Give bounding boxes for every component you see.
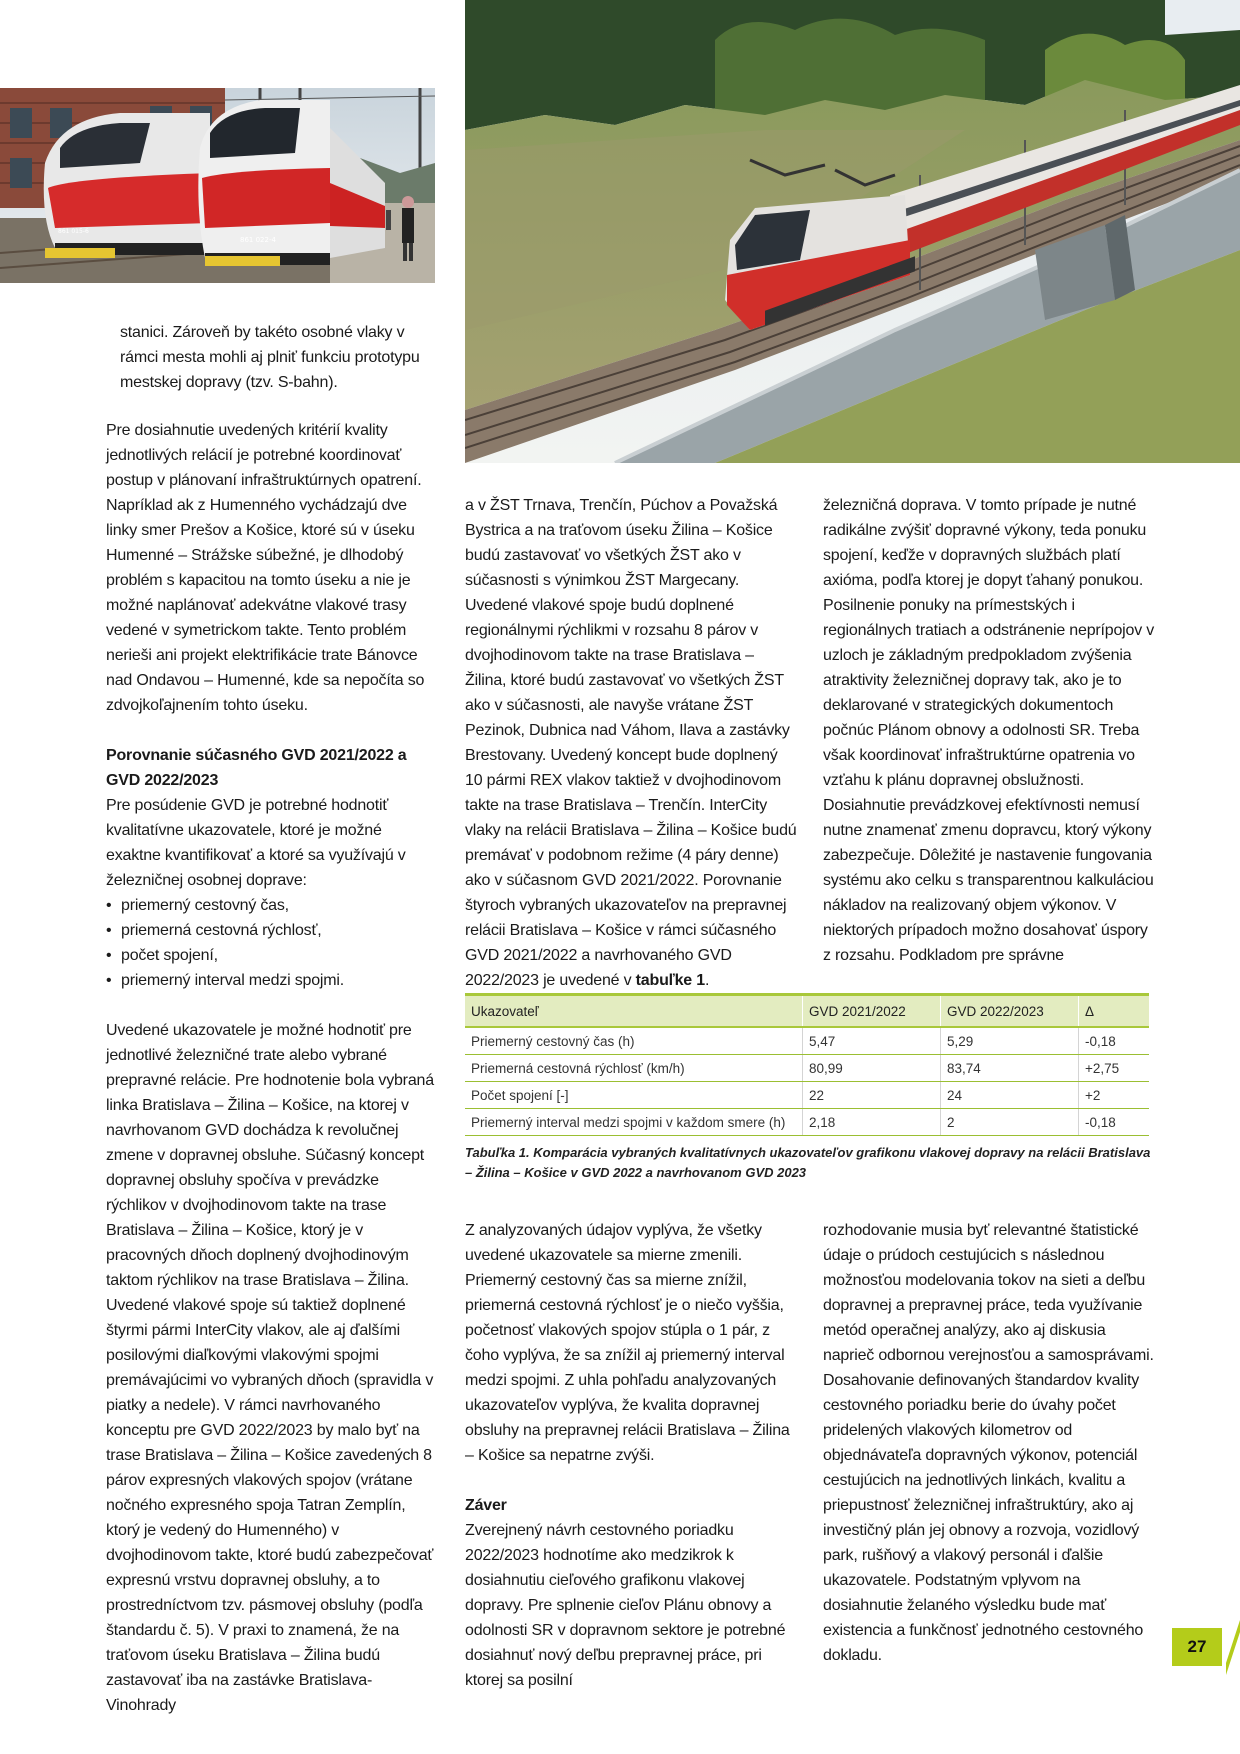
photo-station-trains: [0, 88, 435, 283]
table-cell: 5,47: [803, 1027, 941, 1055]
col2-upper: [465, 493, 798, 993]
col3-lower: [823, 1218, 1156, 1668]
photo-locomotive-train: [465, 0, 1240, 463]
page-number: 27: [1172, 1628, 1222, 1666]
col2-paragraph-1: [465, 493, 798, 993]
col3-paragraph-2: rozhodovanie musia byť relevantné štatistické údaje o prúdoch cestujúcich s následnou možnosťou modelovania tokov na sieti a deľbu dopravnej a prepravnej práce, teda využívanie metód operačnej analýzy, ako aj diskusia naprieč odbornou verejnosťou a samosprávami. Dosahovanie definovaných štandardov kvality cestovného poriadku berie do úvahy počet pridelených vlakových kilometrov od objednávateľa dopravných výkonov, potenciál cestujúcich na jednotlivých linkách, kvalitu a priepustnosť železničnej infraštruktúry, ako aj investičný plán jej obnovy a rozvoja, vozidlový park, rušňový a vlakový personál i ďalšie ukazovatele. Podstatným vplyvom na dosiahnutie želaného výsledku bude mať existencia a funkčnosť jednotného cestovného dokladu.: [823, 1222, 1154, 1664]
table-cell: 24: [941, 1082, 1079, 1109]
header-delta: Δ: [1079, 995, 1150, 1028]
table-cell: +2,75: [1079, 1055, 1150, 1082]
list-item: • priemerná cestovná rýchlosť,: [106, 918, 438, 943]
col2-paragraph-2: Z analyzovaných údajov vyplýva, že všetky uvedené ukazovatele sa mierne zmenili. Priemerný cestovný čas sa mierne znížil, priemerná cestovná rýchlosť je o niečo vyššia, početnosť vlakových spojov stúpla o 1 pár, z čoho vyplýva, že sa znížil aj priemerný interval medzi spojmi. Z uhla pohľadu analyzovaných ukazovateľov vyplýva, že kvalita dopravnej obsluhy na prepravnej relácii Bratislava – Žilina – Košice sa nepatrne zvýši.: [465, 1222, 790, 1464]
header-indicator: Ukazovateľ: [465, 995, 803, 1028]
header-gvd-2022: GVD 2022/2023: [941, 995, 1079, 1028]
table-cell: -0,18: [1079, 1027, 1150, 1055]
section-heading-comparison: Porovnanie súčasného GVD 2021/2022 a GVD 2022/2023: [106, 747, 407, 789]
table-cell: +2: [1079, 1082, 1150, 1109]
train2-number: 861 022-4: [240, 236, 276, 244]
col1-paragraph-2: Pre dosiahnutie uvedených kritérií kvality jednotlivých relácií je potrebné koordinovať postup v plánovaní infraštruktúrnych opatrení. Napríklad ak z Humenného vychádzajú dve linky smer Prešov a Košice, ktoré sú v úseku Humenné – Strážske súbežné, je dlhodobý problém s kapacitou na tomto úseku a nie je možné naplánovať adekvátne vlakové trasy vedené v symetrickom takte. Tento problém nerieši ani projekt elektrifikácie trate Bánovce nad Ondavou – Humenné, kde sa nepočíta so zdvojkoľajnením tohto úseku.: [106, 422, 425, 714]
table-reference: tabuľke 1: [635, 972, 705, 989]
table-cell: 2: [941, 1109, 1079, 1136]
col3-paragraph-1: železničná doprava. V tomto prípade je nutné radikálne zvýšiť dopravné výkony, teda ponuku spojení, keďže v dopravných službách platí axióma, podľa ktorej je dopyt ťahaný ponukou. Posilnenie ponuky na prímestských i regionálnych tratiach a odstránenie neprípojov v uzloch je základným predpokladom zvýšenia atraktivity železničnej dopravy tak, ako je to deklarované v strategických dokumentoch počnúc Plánom obnovy a odolnosti SR. Treba však koordinovať infraštruktúrne opatrenia vo vzťahu k plánu dopravnej obslužnosti. Dosiahnutie prevádzkovej efektívnosti nemusí nutne znamenať zmenu dopravcu, ktorý výkony zabezpečuje. Dôležité je nastavenie fungovania systému ako celku s transparentnou kalkuláciou nákladov na realizovaný objem výkonov. V niektorých prípadoch možno dosahovať úspory z rozsahu. Podkladom pre správne: [823, 497, 1155, 964]
table-cell: Priemerná cestovná rýchlosť (km/h): [465, 1055, 803, 1082]
table-header-row: [465, 995, 1149, 1028]
col1-paragraph-4: Uvedené ukazovatele je možné hodnotiť pre jednotlivé železničné trate alebo vybrané prepravné relácie. Pre hodnotenie bola vybraná linka Bratislava – Žilina – Košice, na ktorej v navrhovanom GVD dochádza k revolučnej zmene v dopravnej obsluhe. Súčasný koncept dopravnej obsluhy spočíva v prevádzke rýchlikov v dvojhodinovom takte na trase Bratislava – Žilina – Košice, ktorý je v pracovných dňoch doplnený dvojhodinovým taktom rýchlikov na trase Bratislava – Žilina. Uvedené vlakové spoje sú taktiež doplnené štyrmi pármi InterCity vlakov, ale aj ďalšími posilovými diaľkovými vlakovými spojmi premávajúcimi vo vybraných dňoch (spravidla v piatky a nedele). V rámci navrhovaného konceptu pre GVD 2022/2023 by malo byť na trase Bratislava – Žilina – Košice zavedených 8 párov expresných vlakových spojov (vrátane nočného expresného spoja Tatran Zemplín, ktorý je vedený do Humenného) v dvojhodinovom takte, ktoré budú zabezpečovať expresnú vrstvu dopravnej obsluhy, a to prostredníctvom tzv. pásmovej obsluhy (podľa štandardu č. 5). V praxi to znamená, že na traťovom úseku Bratislava – Žilina budú zastavovať iba na zastávke Bratislava-Vinohrady: [106, 1022, 434, 1714]
indicator-list: [106, 893, 438, 993]
section-heading-conclusion: Záver: [465, 1497, 507, 1514]
table-cell: -0,18: [1079, 1109, 1150, 1136]
accent-stripe: [1226, 1620, 1240, 1675]
table-cell: Priemerný interval medzi spojmi v každom smere (h): [465, 1109, 803, 1136]
col2-paragraph-1-text: a v ŽST Trnava, Trenčín, Púchov a Považská Bystrica a na traťovom úseku Žilina – Košice budú zastavovať vo všetkých ŽST ako v súčasnosti s výnimkou ŽST Margecany. Uvedené vlakové spoje budú doplnené regionálnymi rýchlikmi v rozsahu 8 párov v dvojhodinovom takte na trase Bratislava – Žilina, ktoré budú zastavovať vo všetkých ŽST ako v súčasnosti, ale navyše vrátane ŽST Pezinok, Dubnica nad Váhom, Ilava a zastávky Brestovany. Uvedený koncept bude doplnený 10 pármi REX vlakov taktiež v dvojhodinovom takte na trase Bratislava – Trenčín. InterCity vlaky na relácii Bratislava – Žilina – Košice budú premávať v podobnom režime (4 páry denne) ako v súčasnom GVD 2021/2022. Porovnanie štyroch vybraných ukazovateľov na prepravnej relácii Bratislava – Košice v rámci súčasného GVD 2021/2022 a navrhovaného GVD 2022/2023 je uvedené v: [465, 497, 797, 989]
col2-paragraph-3: Zverejnený návrh cestovného poriadku 2022/2023 hodnotíme ako medzikrok k dosiahnutiu cieľového grafikonu vlakovej dopravy. Pre splnenie cieľov Plánu obnovy a odolnosti SR v dopravnom sektore je potrebné dosiahnuť nový deľbu prepravnej práce, pri ktorej sa posilní: [465, 1522, 786, 1689]
header-gvd-2021: GVD 2021/2022: [803, 995, 941, 1028]
list-item: • priemerný cestovný čas,: [106, 893, 438, 918]
table-cell: 22: [803, 1082, 941, 1109]
table-caption: Tabuľka 1. Komparácia vybraných kvalitatívnych ukazovateľov grafikonu vlakovej dopravy na relácii Bratislava – Žilina – Košice v GVD 2022 a navrhovanom GVD 2023: [465, 1145, 1151, 1180]
train1-number: 861 015-6: [58, 228, 89, 235]
col1-paragraph-1: stanici. Zároveň by takéto osobné vlaky v rámci mesta mohli aj plniť funkciu prototypu mestskej dopravy (tzv. S-bahn).: [120, 324, 420, 391]
table-cell: 2,18: [803, 1109, 941, 1136]
table-row: [465, 1082, 1149, 1109]
col2-lower: [465, 1218, 798, 1693]
table-row: [465, 1027, 1149, 1055]
comparison-table: [465, 993, 1149, 1136]
col2-paragraph-1-end: .: [704, 972, 710, 989]
table-cell: 83,74: [941, 1055, 1079, 1082]
table-cell: Priemerný cestovný čas (h): [465, 1027, 803, 1055]
table-row: [465, 1109, 1149, 1136]
table-cell: Počet spojení [-]: [465, 1082, 803, 1109]
list-item: • počet spojení,: [106, 943, 438, 968]
col1-paragraph-3: Pre posúdenie GVD je potrebné hodnotiť kvalitatívne ukazovatele, ktoré je možné exaktne kvantifikovať a ktoré sa využívajú v železničnej osobnej doprave:: [106, 797, 406, 889]
col1-body: [106, 418, 438, 1718]
list-item: • priemerný interval medzi spojmi.: [106, 968, 438, 993]
table-cell: 5,29: [941, 1027, 1079, 1055]
col3-upper: [823, 493, 1156, 968]
col1-intro: [120, 320, 430, 395]
table-row: [465, 1055, 1149, 1082]
table-cell: 80,99: [803, 1055, 941, 1082]
